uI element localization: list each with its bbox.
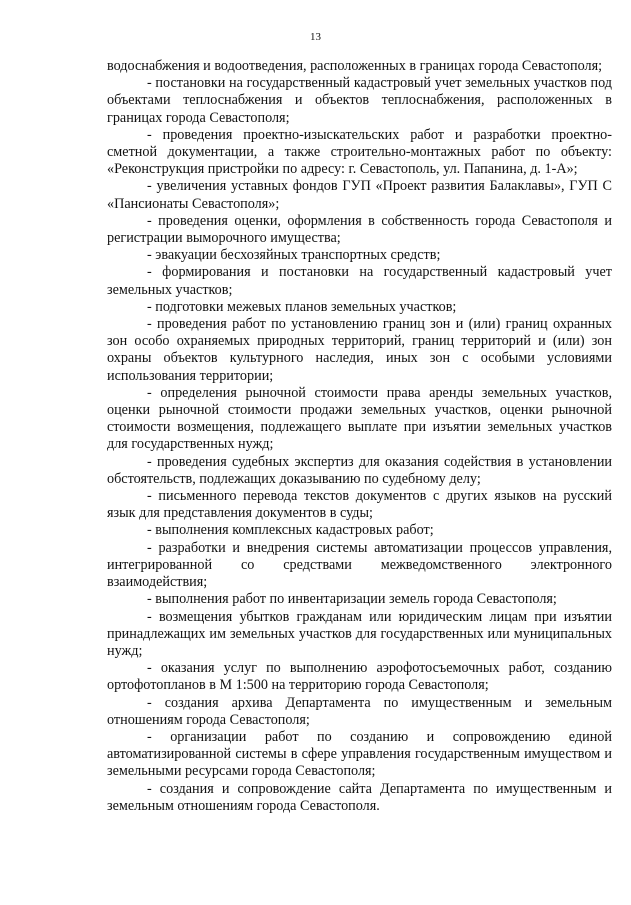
list-item-paragraph: - создания архива Департамента по имущественным и земельным отношениям города Севастополя; <box>107 694 612 728</box>
list-item-paragraph: - выполнения работ по инвентаризации земель города Севастополя; <box>147 591 557 608</box>
list-item-paragraph: - организации работ по созданию и сопровождению единой автоматизированной системы в сфере управления государственным имуществом и земельными ресурсами города Севастополя; <box>107 728 612 780</box>
list-item-paragraph: - формирования и постановки на государственный кадастровый учет земельных участков; <box>107 264 612 298</box>
list-item-paragraph: - подготовки межевых планов земельных участков; <box>147 298 457 315</box>
list-item-paragraph: - постановки на государственный кадастровый учет земельных участков под объектами теплоснабжения и объектов теплоснабжения, расположенных в границах города Севастополя; <box>107 75 612 126</box>
list-item-paragraph: - создания и сопровождение сайта Департамента по имущественным и земельным отношениям города Севастополя. <box>107 780 612 814</box>
list-item-paragraph: - разработки и внедрения системы автоматизации процессов управления, интегрированной со средствами межведомственного электронного взаимодействия; <box>107 539 612 591</box>
list-item-paragraph: - проведения оценки, оформления в собственность города Севастополя и регистрации выморочного имущества; <box>107 212 612 247</box>
list-item-paragraph: - оказания услуг по выполнению аэрофотосъемочных работ, созданию ортофотопланов в М 1:500 на территорию города Севастополя; <box>107 660 612 694</box>
list-item-paragraph: - эвакуации бесхозяйных транспортных средств; <box>147 247 441 264</box>
document-body <box>107 58 612 815</box>
continuation-paragraph: водоснабжения и водоотведения, расположенных в границах города Севастополя; <box>107 58 603 74</box>
list-item-paragraph: - выполнения комплексных кадастровых работ; <box>147 522 434 539</box>
list-item-paragraph: - определения рыночной стоимости права аренды земельных участков, оценки рыночной стоимости продажи земельных участков, оценки рыночной стоимости возмещения, подлежащего выплате при изъятии земельных участков для государственных нужд; <box>107 384 612 453</box>
page-number: 13 <box>310 31 321 43</box>
list-item-paragraph: - возмещения убытков гражданам или юридическим лицам при изъятии принадлежащих им земельных участков для государственных или муниципальных нужд; <box>107 608 612 659</box>
list-item-paragraph: - проведения проектно-изыскательских работ и разработки проектно-сметной документации, а также строительно-монтажных работ по объекту: «Реконструкция пристройки по адресу: г. Севастополь, ул. Папанина, д. 1-А»; <box>107 126 612 178</box>
list-item-paragraph: - письменного перевода текстов документов с других языков на русский язык для представления документов в суды; <box>107 488 612 522</box>
list-item-paragraph: - проведения работ по установлению границ зон и (или) границ охранных зон особо охраняемых природных территорий, границ территорий и (или) зон охраны объектов культурного наследия, иных зон с особыми условиями использования территории; <box>107 316 612 384</box>
list-item-paragraph: - увеличения уставных фондов ГУП «Проект развития Балаклавы», ГУП С «Пансионаты Севастополя»; <box>107 178 612 212</box>
list-item-paragraph: - проведения судебных экспертиз для оказания содействия в установлении обстоятельств, подлежащих доказыванию по судебному делу; <box>107 453 612 487</box>
